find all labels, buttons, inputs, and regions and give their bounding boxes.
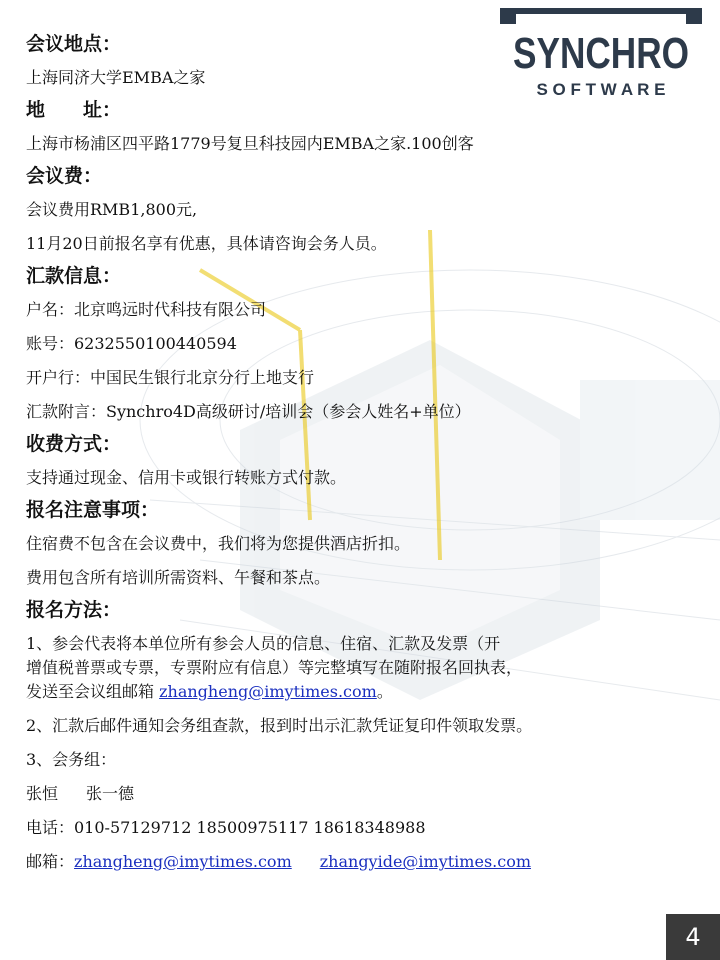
page-number: 4 [666, 914, 720, 960]
method-item1-line1: 1、参会代表将本单位所有参会人员的信息、住宿、汇款及发票（开 [26, 634, 501, 653]
payment-text: 支持通过现金、信用卡或银行转账方式付款。 [26, 468, 347, 487]
logo-subtitle: S O F T W A R E [536, 80, 666, 99]
method-item2: 2、汇款后邮件通知会务组查款，报到时出示汇款凭证复印件领取发票。 [26, 716, 533, 735]
account-number: 账号：6232550100440594 [26, 334, 237, 353]
fee-line-2: 11月20日前报名享有优惠，具体请咨询会务人员。 [26, 234, 387, 253]
email-link-1[interactable]: zhangheng@imytimes.com [74, 852, 292, 871]
method-item1-line3 [26, 680, 706, 704]
email-link-2[interactable]: zhangyide@imytimes.com [319, 852, 531, 871]
method-item1-line2: 增值税普票或专票，专票附应有信息）等完整填写在随附报名回执表， [26, 658, 523, 677]
address-heading: 地 址： [26, 99, 122, 121]
address-text: 上海市杨浦区四平路1779号复旦科技园内EMBA之家.100创客 [26, 134, 474, 153]
fee-line-1: 会议费用RMB1,800元, [26, 200, 198, 219]
notes-heading: 报名注意事项： [26, 499, 160, 521]
contact-emails [26, 850, 706, 874]
venue-heading: 会议地点： [26, 33, 122, 55]
account-name: 户名：北京鸣远时代科技有限公司 [26, 300, 267, 319]
meeting-info [26, 30, 706, 874]
method-item3: 3、会务组： [26, 750, 117, 769]
method-heading: 报名方法： [26, 599, 122, 621]
staff-name-2: 张一德 [86, 784, 135, 803]
fee-heading: 会议费： [26, 165, 103, 187]
notes-line-2: 费用包含所有培训所需资料、午餐和茶点。 [26, 568, 331, 587]
registration-email-link[interactable]: zhangheng@imytimes.com [159, 682, 377, 701]
method-item1-prefix: 发送至会议组邮箱 [26, 682, 160, 701]
remit-heading: 汇款信息： [26, 265, 122, 287]
venue-text: 上海同济大学EMBA之家 [26, 68, 206, 87]
notes-line-1: 住宿费不包含在会议费中，我们将为您提供酒店折扣。 [26, 534, 411, 553]
staff-names [26, 782, 706, 806]
email-label: 邮箱： [26, 852, 75, 871]
staff-name-1: 张恒 [26, 784, 59, 803]
method-item1-suffix: 。 [376, 682, 393, 701]
payment-heading: 收费方式： [26, 433, 122, 455]
logo-wordmark: SYNCHRO [513, 29, 689, 78]
remit-note: 汇款附言：Synchro4D高级研讨/培训会（参会人姓名+单位） [26, 402, 471, 421]
bank-name: 开户行：中国民生银行北京分行上地支行 [26, 368, 315, 387]
contact-phone: 电话：010-57129712 18500975117 18618348988 [26, 818, 426, 837]
